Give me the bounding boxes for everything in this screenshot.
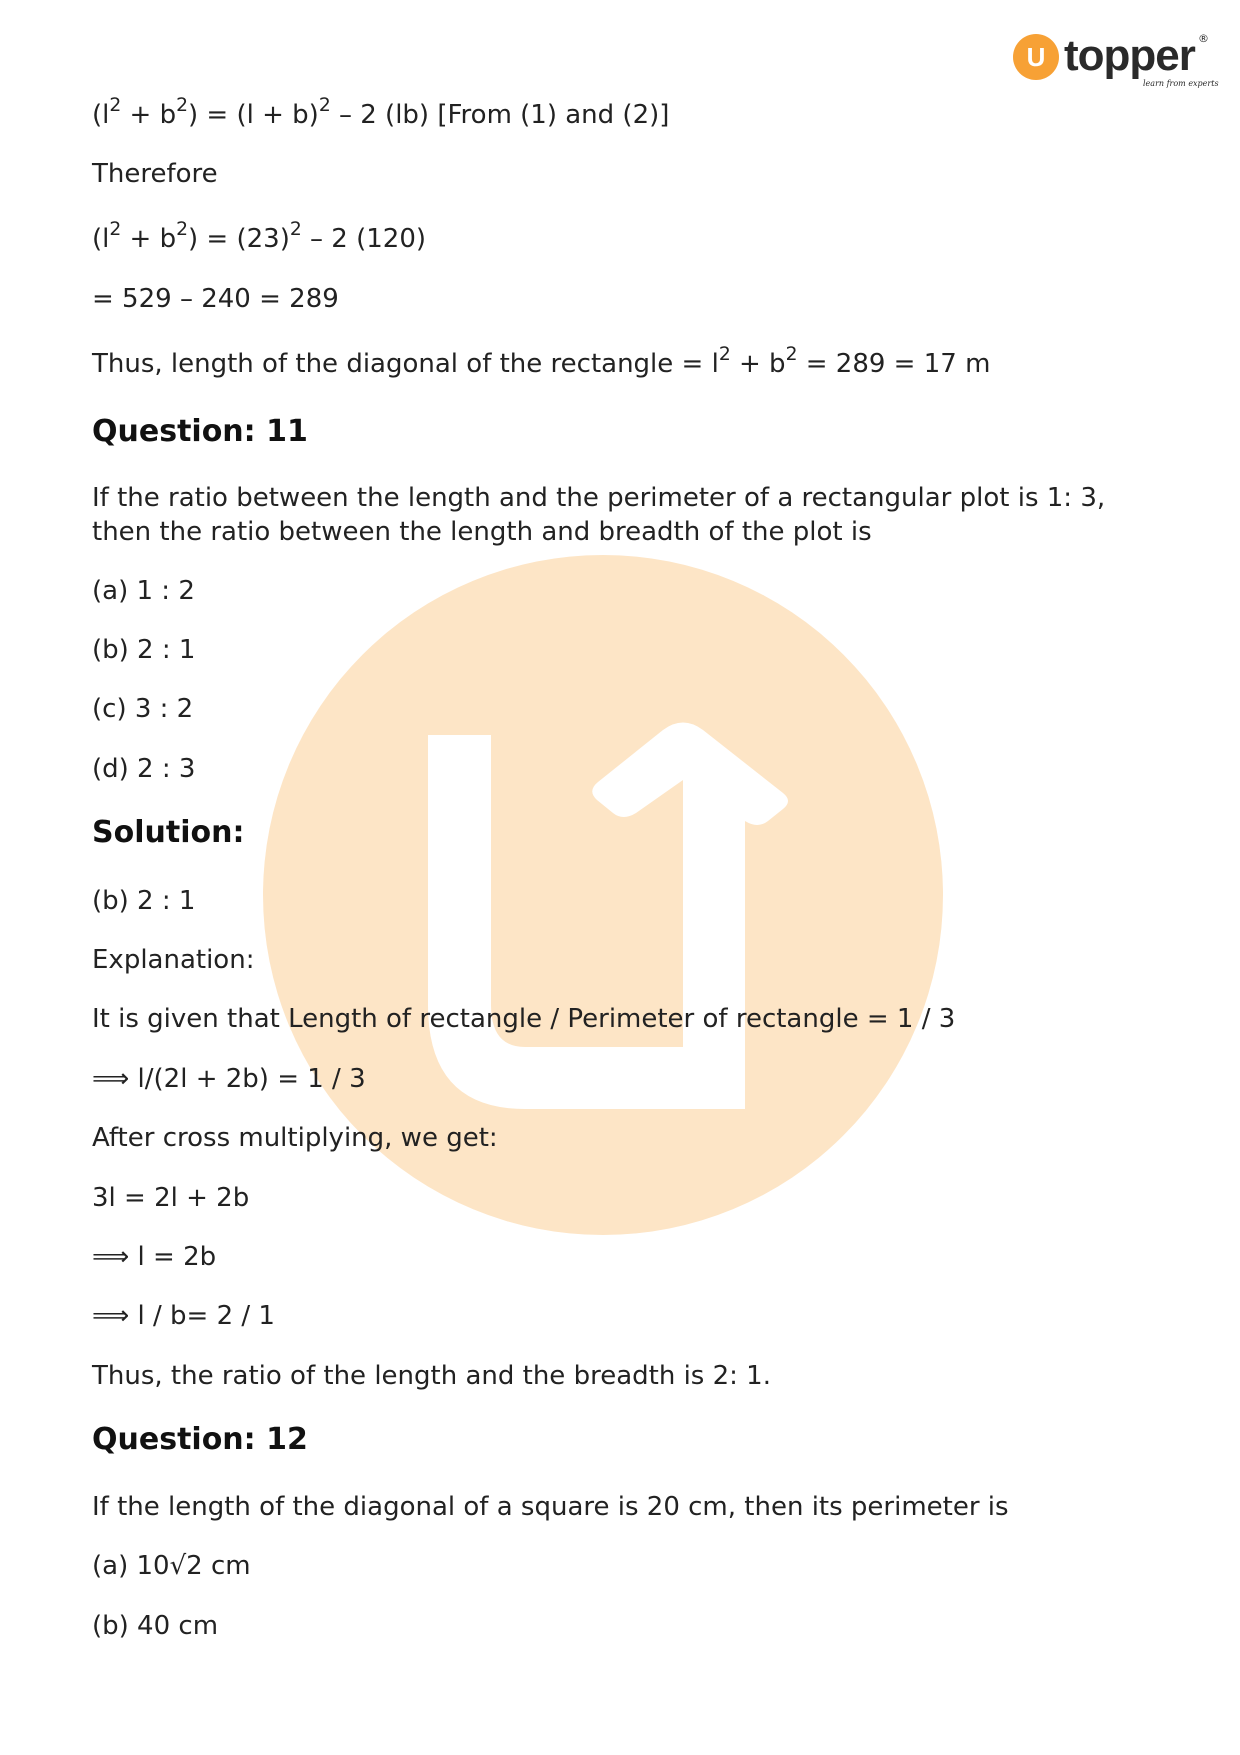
- brand-tagline: learn from experts: [1143, 79, 1219, 88]
- step-3: After cross multiplying, we get:: [92, 1123, 498, 1153]
- solution-heading: Solution:: [92, 815, 245, 850]
- registered-mark: ®: [1198, 32, 1209, 45]
- brand-name: topper: [1064, 31, 1195, 80]
- equation-line-3: = 529 – 240 = 289: [92, 284, 339, 314]
- step-6: ⟹ l / b= 2 / 1: [92, 1301, 275, 1331]
- q11-option-b: (b) 2 : 1: [92, 635, 196, 665]
- step-2: ⟹ l/(2l + 2b) = 1 / 3: [92, 1064, 366, 1094]
- q11-option-d: (d) 2 : 3: [92, 754, 196, 784]
- q12-option-a: (a) 10√2 cm: [92, 1551, 251, 1581]
- equation-line-1: $(l^2 + b^2) = (l + b)^2 - 2$ (lb) [From (1) and (2)]: [92, 94, 670, 130]
- topper-logo: [1012, 30, 1219, 96]
- step-5: ⟹ l = 2b: [92, 1242, 217, 1272]
- equation-line-2: $(l^2 + b^2) = (23)^2 - 2$ (120): [92, 218, 427, 254]
- q11-option-a: (a) 1 : 2: [92, 576, 195, 606]
- answer-text: (b) 2 : 1: [92, 886, 196, 916]
- explanation-label: Explanation:: [92, 945, 255, 975]
- question-11-text: If the ratio between the length and the perimeter of a rectangular plot is 1: 3, then the ratio between the length and breadth of the plot is: [92, 483, 1106, 547]
- u-badge-icon: [1012, 30, 1219, 96]
- question-12-heading: Question: 12: [92, 1422, 308, 1457]
- diagonal-result: Thus, length of the diagonal of the rectangle = $l^2 + b^2 = 289 = 17$ m: [92, 343, 991, 379]
- q11-option-c: (c) 3 : 2: [92, 694, 194, 724]
- conclusion-text: Thus, the ratio of the length and the breadth is 2: 1.: [92, 1361, 771, 1391]
- q12-option-b: (b) 40 cm: [92, 1611, 219, 1641]
- step-4: 3l = 2l + 2b: [92, 1183, 250, 1213]
- step-1: It is given that Length of rectangle / Perimeter of rectangle = 1 / 3: [92, 1004, 956, 1034]
- therefore-text: Therefore: [92, 159, 218, 189]
- question-12-text: If the length of the diagonal of a square is 20 cm, then its perimeter is: [92, 1492, 1009, 1522]
- question-11-heading: Question: 11: [92, 414, 308, 449]
- badge-letter: U: [1026, 42, 1046, 72]
